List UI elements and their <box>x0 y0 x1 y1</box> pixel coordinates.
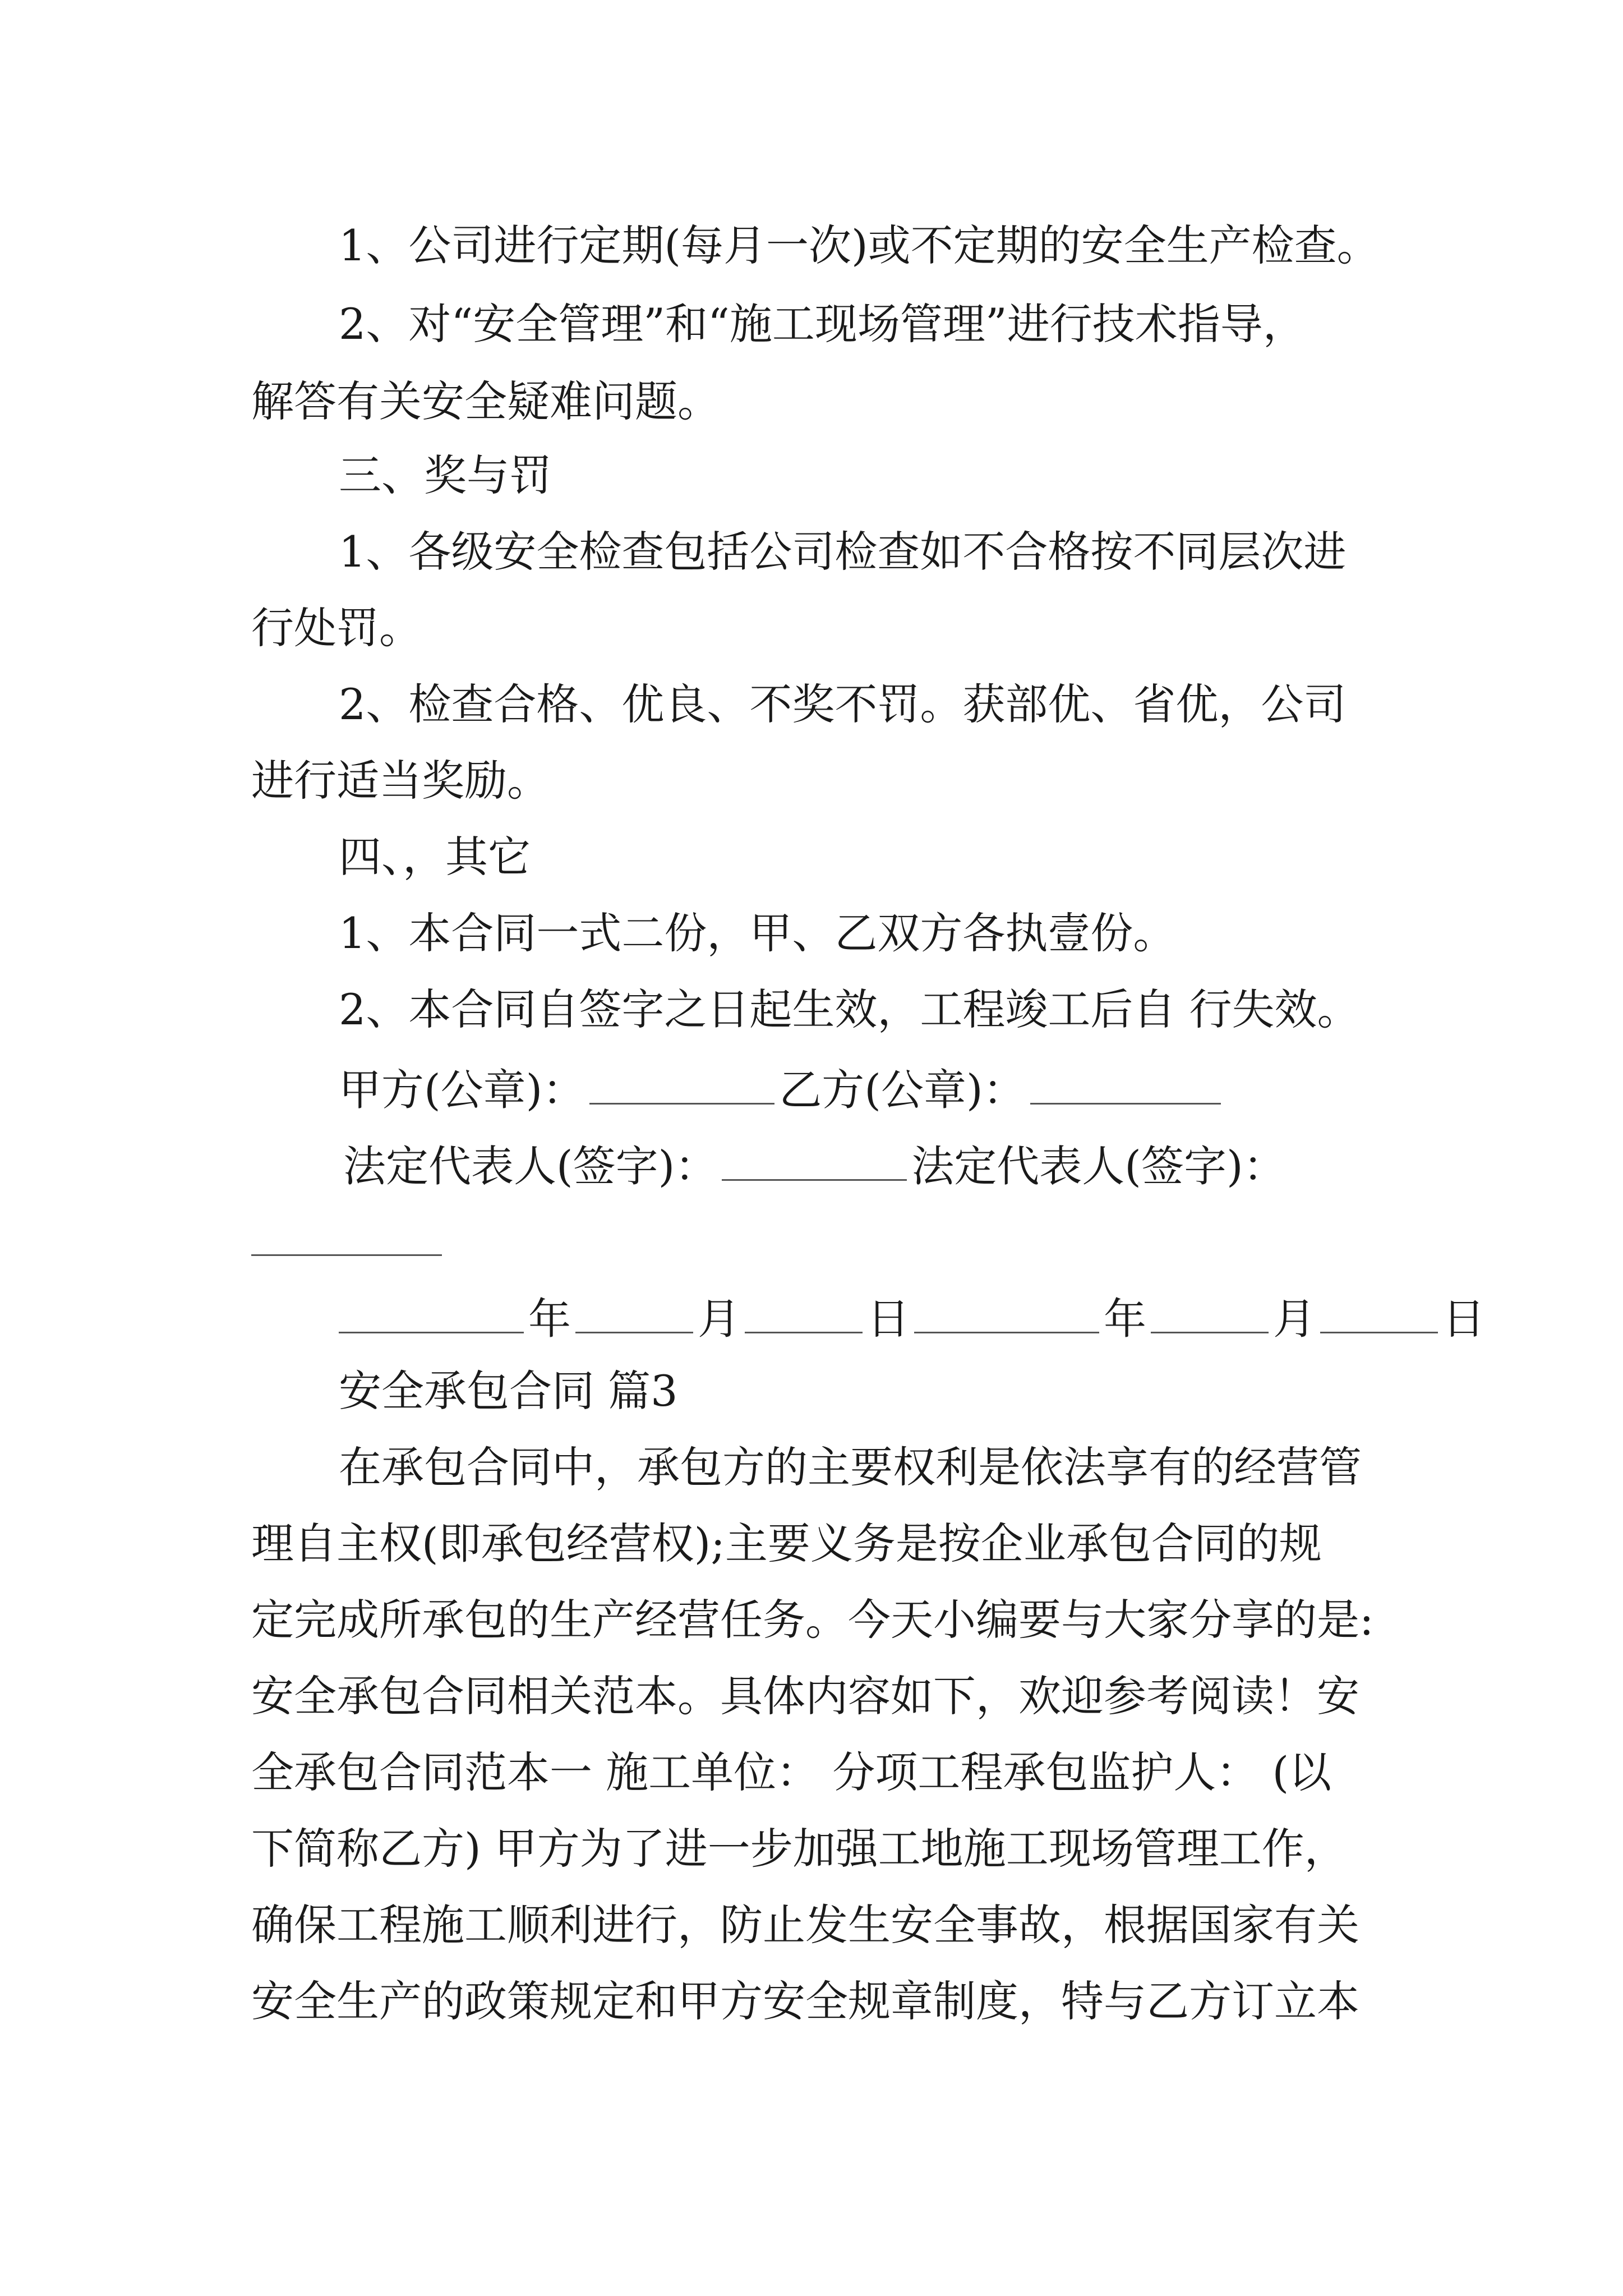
seal-line <box>339 1065 1225 1115</box>
rep-b-label: 法定代表人(签字)： <box>911 1141 1286 1191</box>
body-line: 在承包合同中，承包方的主要权利是依法享有的经营管 <box>339 1442 1362 1492</box>
paragraph-line: 2、本合同自签字之日起生效，工程竣工后自 行失效。 <box>339 984 1360 1034</box>
body-line: 理自主权(即承包经营权);主要义务是按企业承包合同的规 <box>251 1519 1322 1568</box>
party-a-seal-blank[interactable] <box>589 1065 774 1105</box>
month-a-blank[interactable] <box>575 1294 693 1333</box>
day-b-label: 日 <box>1442 1294 1485 1344</box>
rep-a-label: 法定代表人(签字)： <box>343 1141 718 1191</box>
paragraph-line: 1、本合同一式二份，甲、乙双方各执壹份。 <box>339 908 1176 958</box>
month-b-blank[interactable] <box>1151 1294 1269 1333</box>
paragraph-line: 进行适当奖励。 <box>251 756 550 806</box>
section-heading: 三、奖与罚 <box>339 450 552 500</box>
paragraph-line: 1、公司进行定期(每月一次)或不定期的安全生产检查。 <box>339 220 1380 270</box>
section-heading: 四、，其它 <box>339 832 531 882</box>
day-a-label: 日 <box>867 1294 910 1344</box>
month-b-label: 月 <box>1273 1294 1316 1344</box>
paragraph-line: 2、检查合格、优良、不奖不罚。获部优、省优，公司 <box>339 679 1347 729</box>
rep-a-blank[interactable] <box>722 1141 907 1181</box>
body-line: 定完成所承包的生产经营任务。今天小编要与大家分享的是: <box>251 1595 1374 1645</box>
paragraph-line: 解答有关安全疑难问题。 <box>251 376 720 426</box>
year-b-blank[interactable] <box>914 1294 1099 1333</box>
year-a-blank[interactable] <box>339 1294 524 1333</box>
month-a-label: 月 <box>698 1294 740 1344</box>
year-b-label: 年 <box>1104 1294 1146 1344</box>
party-a-seal-label: 甲方(公章)： <box>339 1065 585 1115</box>
representative-line <box>343 1141 1286 1191</box>
body-line: 安全生产的政策规定和甲方安全规章制度，特与乙方订立本 <box>251 1976 1359 2026</box>
paragraph-line: 1、各级安全检查包括公司检查如不合格按不同层次进 <box>339 527 1347 577</box>
day-b-blank[interactable] <box>1320 1294 1438 1333</box>
paragraph-line: 行处罚。 <box>251 603 422 653</box>
rep-b-blank[interactable] <box>251 1254 442 1256</box>
body-line: 安全承包合同相关范本。具体内容如下，欢迎参考阅读！安 <box>251 1671 1359 1721</box>
day-a-blank[interactable] <box>745 1294 863 1333</box>
party-b-seal-label: 乙方(公章)： <box>779 1065 1026 1115</box>
year-a-label: 年 <box>528 1294 571 1344</box>
body-line: 确保工程施工顺利进行，防止发生安全事故，根据国家有关 <box>251 1900 1359 1950</box>
party-b-seal-blank[interactable] <box>1030 1065 1221 1105</box>
date-line <box>339 1294 1485 1344</box>
section-title: 安全承包合同 篇3 <box>339 1366 678 1416</box>
body-line: 全承包合同范本一 施工单位： 分项工程承包监护人： (以 <box>251 1747 1332 1797</box>
paragraph-line: 2、对“安全管理”和“施工现场管理”进行技术指导， <box>339 299 1306 349</box>
body-line: 下简称乙方) 甲方为了进一步加强工地施工现场管理工作， <box>251 1824 1347 1874</box>
